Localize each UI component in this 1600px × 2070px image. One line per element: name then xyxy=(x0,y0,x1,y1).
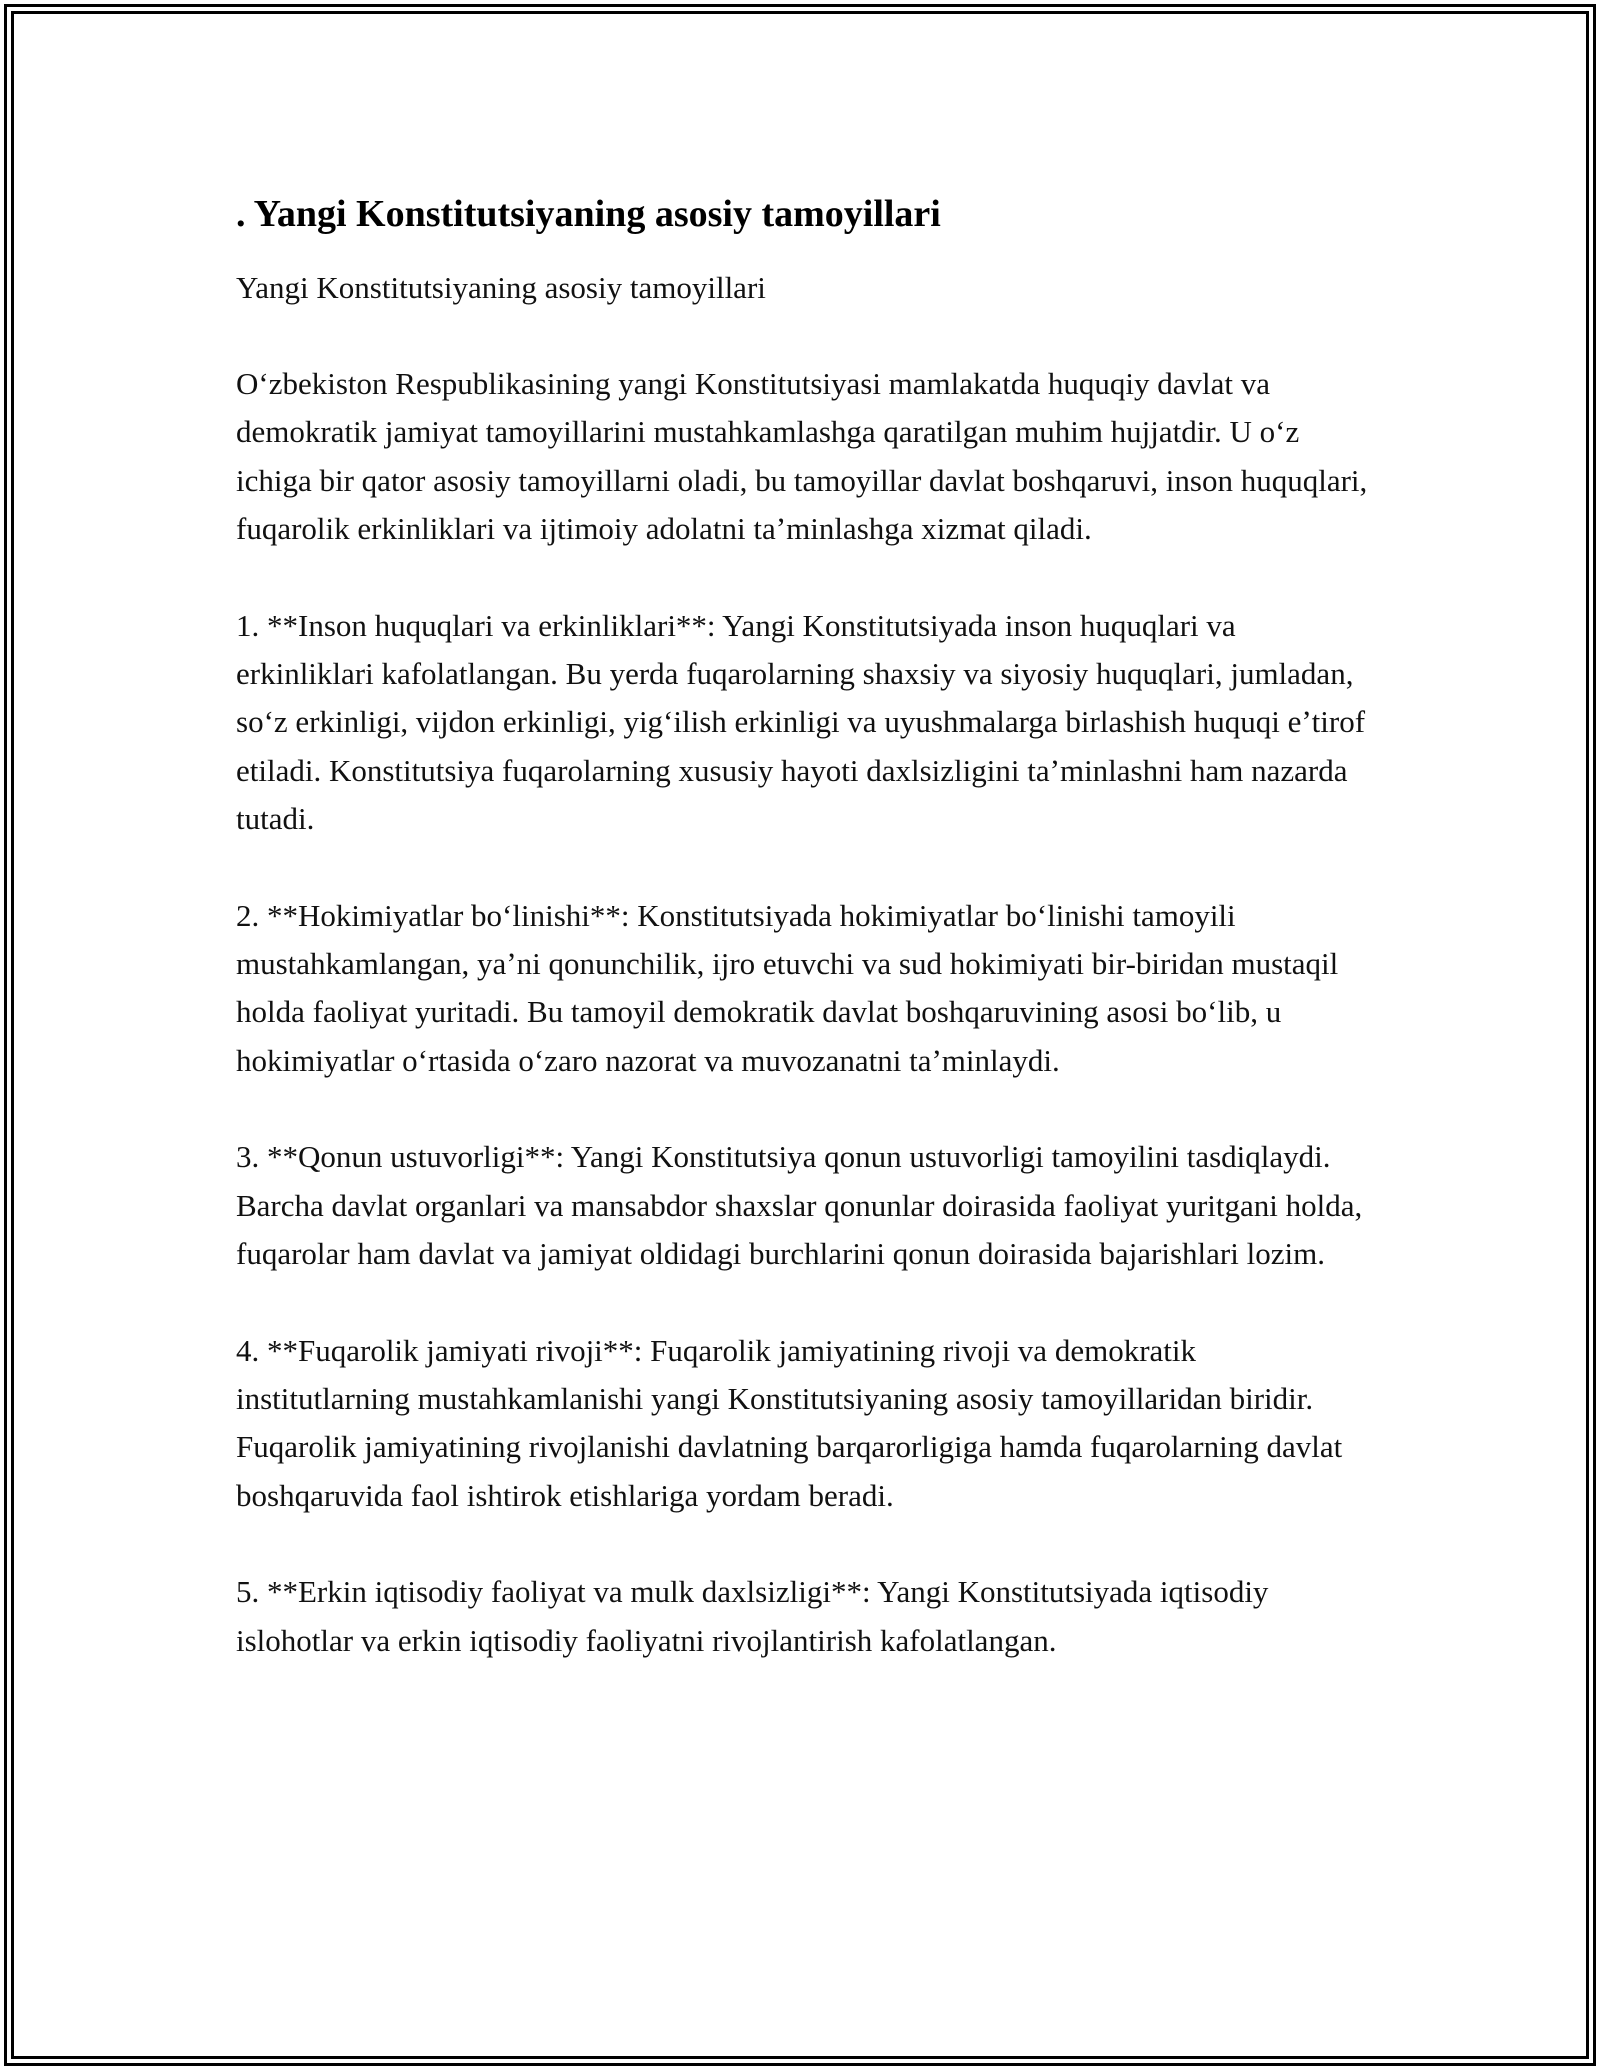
document-subtitle: Yangi Konstitutsiyaning asosiy tamoyillari xyxy=(236,270,766,305)
principle-paragraph-2: 2. **Hokimiyatlar boʻlinishi**: Konstitutsiyada hokimiyatlar boʻlinishi tamoyili mustahkamlangan, yaʼni qonunchilik, ijro etuvchi va sud hokimiyati bir-biridan mustaqil holda faoliyat yuritadi. Bu tamoyil demokratik davlat boshqaruvining asosi boʻlib, u hokimiyatlar oʻrtasida oʻzaro nazorat va muvozanatni taʼminlaydi. xyxy=(236,897,1339,1078)
intro-paragraph: Oʻzbekiston Respublikasining yangi Konstitutsiyasi mamlakatda huquqiy davlat va demokratik jamiyat tamoyillarini mustahkamlashga qaratilgan muhim hujjatdir. U oʻz ichiga bir qator asosiy tamoyillarni oladi, bu tamoyillar davlat boshqaruvi, inson huquqlari, fuqarolik erkinliklari va ijtimoiy adolatni taʼminlashga xizmat qiladi. xyxy=(236,366,1368,547)
document-title: . Yangi Konstitutsiyaning asosiy tamoyillari xyxy=(236,193,941,235)
principle-paragraph-3: 3. **Qonun ustuvorligi**: Yangi Konstitutsiya qonun ustuvorligi tamoyilini tasdiqlaydi. Barcha davlat organlari va mansabdor shaxslar qonunlar doirasida faoliyat yuritgani holda, fuqarolar ham davlat va jamiyat oldidagi burchlarini qonun doirasida bajarishlari lozim. xyxy=(236,1139,1363,1272)
principle-paragraph-4: 4. **Fuqarolik jamiyati rivoji**: Fuqarolik jamiyatining rivoji va demokratik institutlarning mustahkamlanishi yangi Konstitutsiyaning asosiy tamoyillaridan biridir. Fuqarolik jamiyatining rivojlanishi davlatning barqarorligiga hamda fuqarolarning davlat boshqaruvida faol ishtirok etishlariga yordam beradi. xyxy=(236,1332,1343,1513)
principle-paragraph-1: 1. **Inson huquqlari va erkinliklari**: Yangi Konstitutsiyada inson huquqlari va erkinliklari kafolatlangan. Bu yerda fuqarolarning shaxsiy va siyosiy huquqlari, jumladan, soʻz erkinligi, vijdon erkinligi, yigʻilish erkinligi va uyushmalarga birlashish huquqi eʼtirof etiladi. Konstitutsiya fuqarolarning xususiy hayoti daxlsizligini taʼminlashni ham nazarda tutadi. xyxy=(236,607,1366,837)
principle-paragraph-5: 5. **Erkin iqtisodiy faoliyat va mulk daxlsizligi**: Yangi Konstitutsiyada iqtisodiy islohotlar va erkin iqtisodiy faoliyatni rivojlantirish kafolatlangan. xyxy=(236,1574,1269,1658)
document-page xyxy=(236,186,1376,1665)
